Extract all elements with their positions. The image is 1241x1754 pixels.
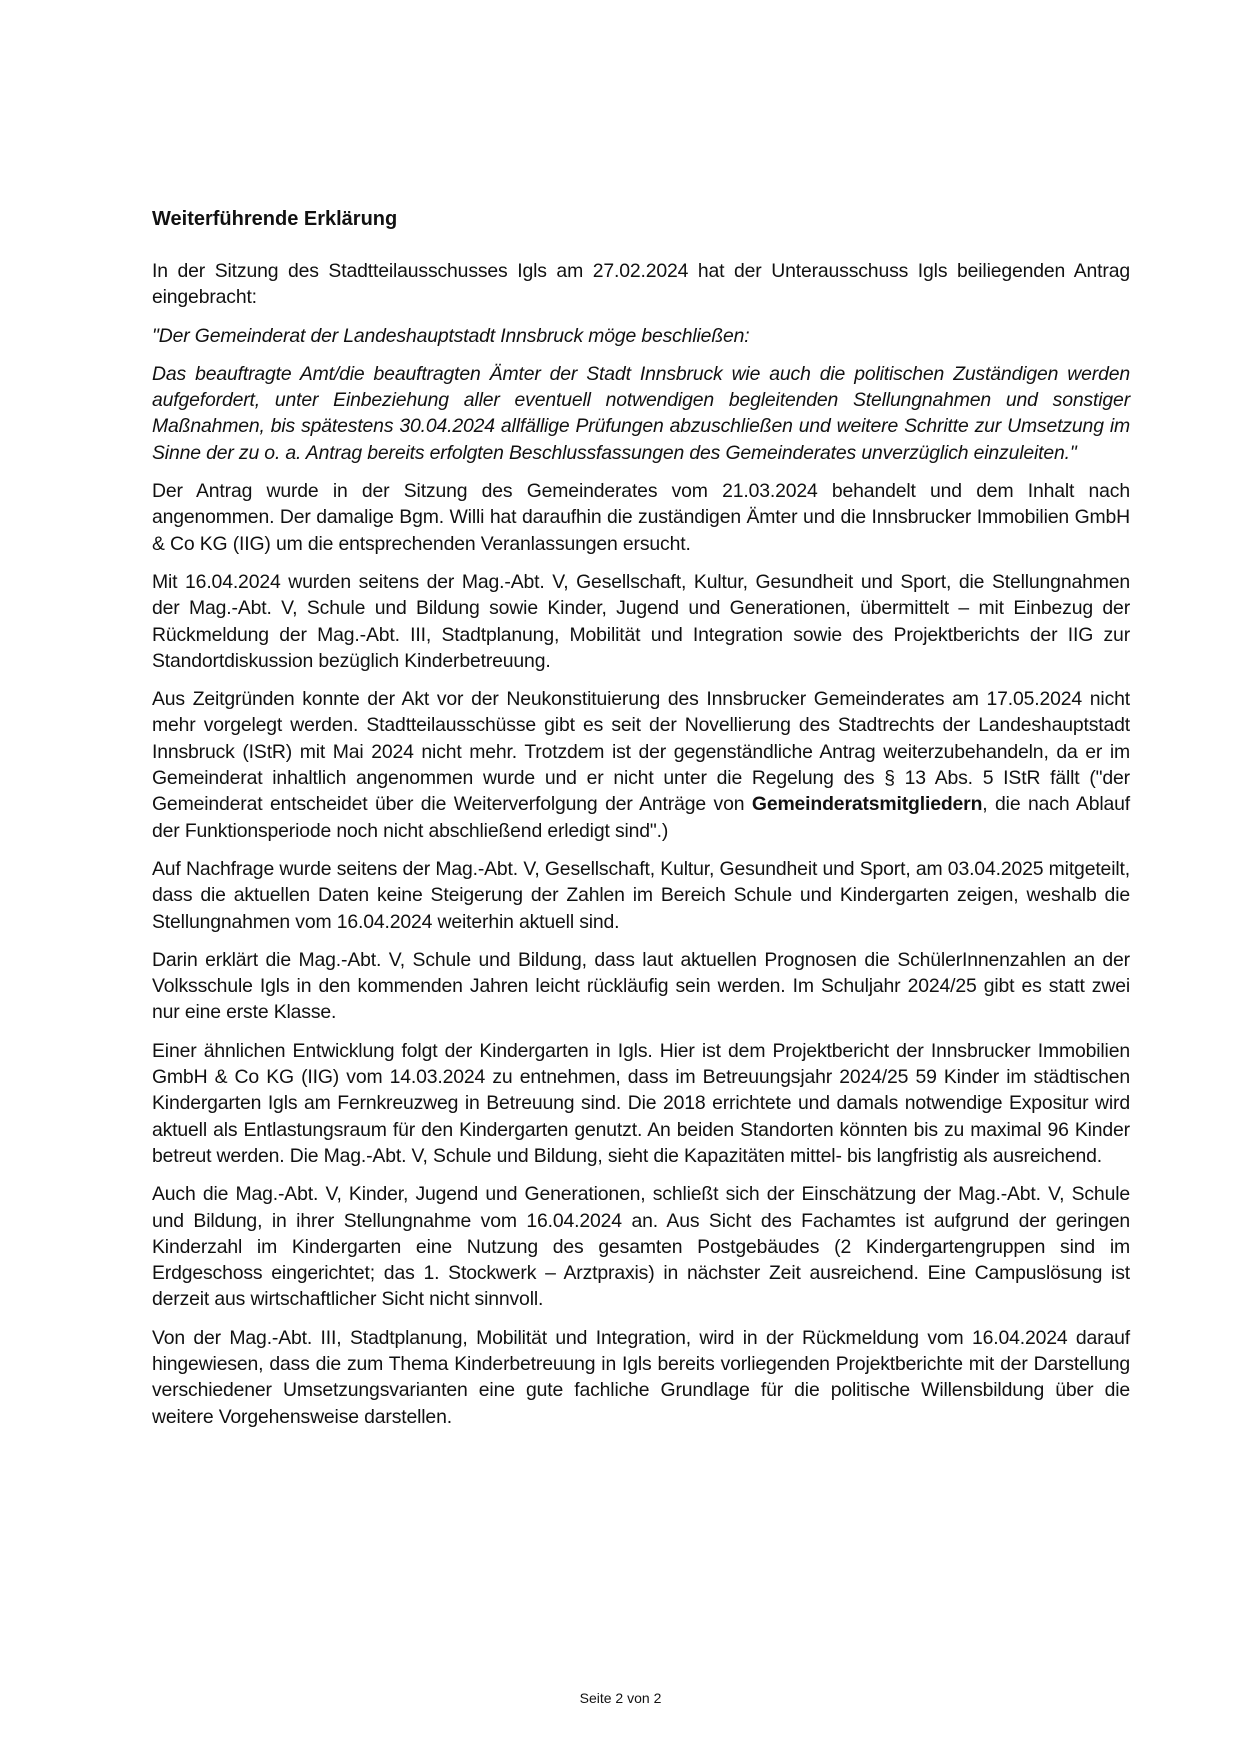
paragraph-reconstitution-part1: Aus Zeitgründen konnte der Akt vor der Neukonstituierung des Innsbrucker Gemeinderates am 17.05.2024 nicht mehr vorgelegt werden. Stadtteilausschüsse gibt es seit der Novellierung des Stadtrechts der Landeshauptstadt Innsbruck (IStR) mit Mai 2024 nicht mehr. Trotzdem ist der gegenständliche Antrag weiterzubehandeln, da er im Gemeinderat inhaltlich angenommen wurde und er nicht unter die Regelung des § 13 Abs. 5 IStR fällt ("der Gemeinderat entscheidet über die Weiterverfolgung der Anträge von [152, 688, 1130, 816]
paragraph-reconstitution-part2: , die nach Ablauf der Funktionsperiode noch nicht abschließend erledigt sind".) [152, 793, 1131, 842]
paragraph-meeting-intro: In der Sitzung des Stadtteilausschusses Igls am 27.02.2024 hat der Unterausschuss Igls beiliegenden Antrag eingebracht: [152, 260, 1130, 309]
document-page [152, 206, 1130, 1442]
paragraph-youth-department-assessment: Auch die Mag.-Abt. V, Kinder, Jugend und Generationen, schließt sich der Einschätzung der Mag.-Abt. V, Schule und Bildung, in ihrer Stellungnahme vom 16.04.2024 an. Aus Sicht des Fachamtes ist aufgrund der geringen Kinderzahl im Kindergarten eine Nutzung des gesamten Postgebäudes (2 Kindergartengruppen sind im Erdgeschoss eingerichtet; das 1. Stockwerk – Arztpraxis) in nächster Zeit ausreichend. Eine Campuslösung ist derzeit aus wirtschaftlicher Sicht nicht sinnvoll. [152, 1183, 1130, 1311]
paragraph-inquiry-update: Auf Nachfrage wurde seitens der Mag.-Abt. V, Gesellschaft, Kultur, Gesundheit und Sport, am 03.04.2025 mitgeteilt, dass die aktuellen Daten keine Steigerung der Zahlen im Bereich Schule und Kindergarten zeigen, weshalb die Stellungnahmen vom 16.04.2024 weiterhin aktuell sind. [152, 857, 1130, 933]
paragraph-school-forecast: Darin erklärt die Mag.-Abt. V, Schule und Bildung, dass laut aktuellen Prognosen die SchülerInnenzahlen an der Volksschule Igls in den kommenden Jahren leicht rückläufig sein werden. Im Schuljahr 2024/25 gibt es statt zwei nur eine erste Klasse. [152, 948, 1130, 1024]
paragraph-urban-planning-feedback: Von der Mag.-Abt. III, Stadtplanung, Mobilität und Integration, wird in der Rückmeldung vom 16.04.2024 darauf hingewiesen, dass die zum Thema Kinderbetreuung in Igls bereits vorliegenden Projektberichte mit der Darstellung verschiedener Umsetzungsvarianten eine gute fachliche Grundlage für die politische Willensbildung über die weitere Vorgehensweise darstellen. [152, 1326, 1130, 1428]
page-number: Seite 2 von 2 [579, 1690, 662, 1706]
document-heading: Weiterführende Erklärung [152, 208, 398, 230]
paragraph-reconstitution [152, 686, 1130, 844]
paragraph-statements-submitted: Mit 16.04.2024 wurden seitens der Mag.-Abt. V, Gesellschaft, Kultur, Gesundheit und Sport, die Stellungnahmen der Mag.-Abt. V, Schule und Bildung sowie Kinder, Jugend und Generationen, übermittelt – mit Einbezug der Rückmeldung der Mag.-Abt. III, Stadtplanung, Mobilität und Integration sowie des Projektberichts der IIG zur Standortdiskussion bezüglich Kinderbetreuung. [152, 570, 1130, 672]
page-footer [0, 1689, 1241, 1707]
paragraph-kindergarten-development: Einer ähnlichen Entwicklung folgt der Kindergarten in Igls. Hier ist dem Projektbericht der Innsbrucker Immobilien GmbH & Co KG (IIG) vom 14.03.2024 zu entnehmen, dass im Betreuungsjahr 2024/25 59 Kinder im städtischen Kindergarten Igls am Fernkreuzweg in Betreuung sind. Die 2018 errichtete und damals notwendige Expositur wird aktuell als Entlastungsraum für den Kindergarten genutzt. An beiden Standorten könnten bis zu maximal 96 Kinder betreut werden. Die Mag.-Abt. V, Schule und Bildung, sieht die Kapazitäten mittel- bis langfristig als ausreichend. [152, 1039, 1130, 1167]
paragraph-council-decision: Der Antrag wurde in der Sitzung des Gemeinderates vom 21.03.2024 behandelt und dem Inhalt nach angenommen. Der damalige Bgm. Willi hat daraufhin die zuständigen Ämter und die Innsbrucker Immobilien GmbH & Co KG (IIG) um die entsprechenden Veranlassungen ersucht. [152, 480, 1130, 555]
paragraph-motion-quote-opening: "Der Gemeinderat der Landeshauptstadt Innsbruck möge beschließen: [152, 324, 750, 347]
paragraph-reconstitution-bold-term: Gemeinderatsmitgliedern [751, 793, 983, 816]
paragraph-motion-quote-body: Das beauftragte Amt/die beauftragten Ämter der Stadt Innsbruck wie auch die politischen Zuständigen werden aufgefordert, unter Einbeziehung aller eventuell notwendigen begleitenden Stellungnahmen und sonstiger Maßnahmen, bis spätestens 30.04.2024 allfällige Prüfungen abzuschließen und weitere Schritte zur Umsetzung im Sinne der zu o. a. Antrag bereits erfolgten Beschlussfassungen des Gemeinderates unverzüglich einzuleiten." [152, 362, 1130, 464]
